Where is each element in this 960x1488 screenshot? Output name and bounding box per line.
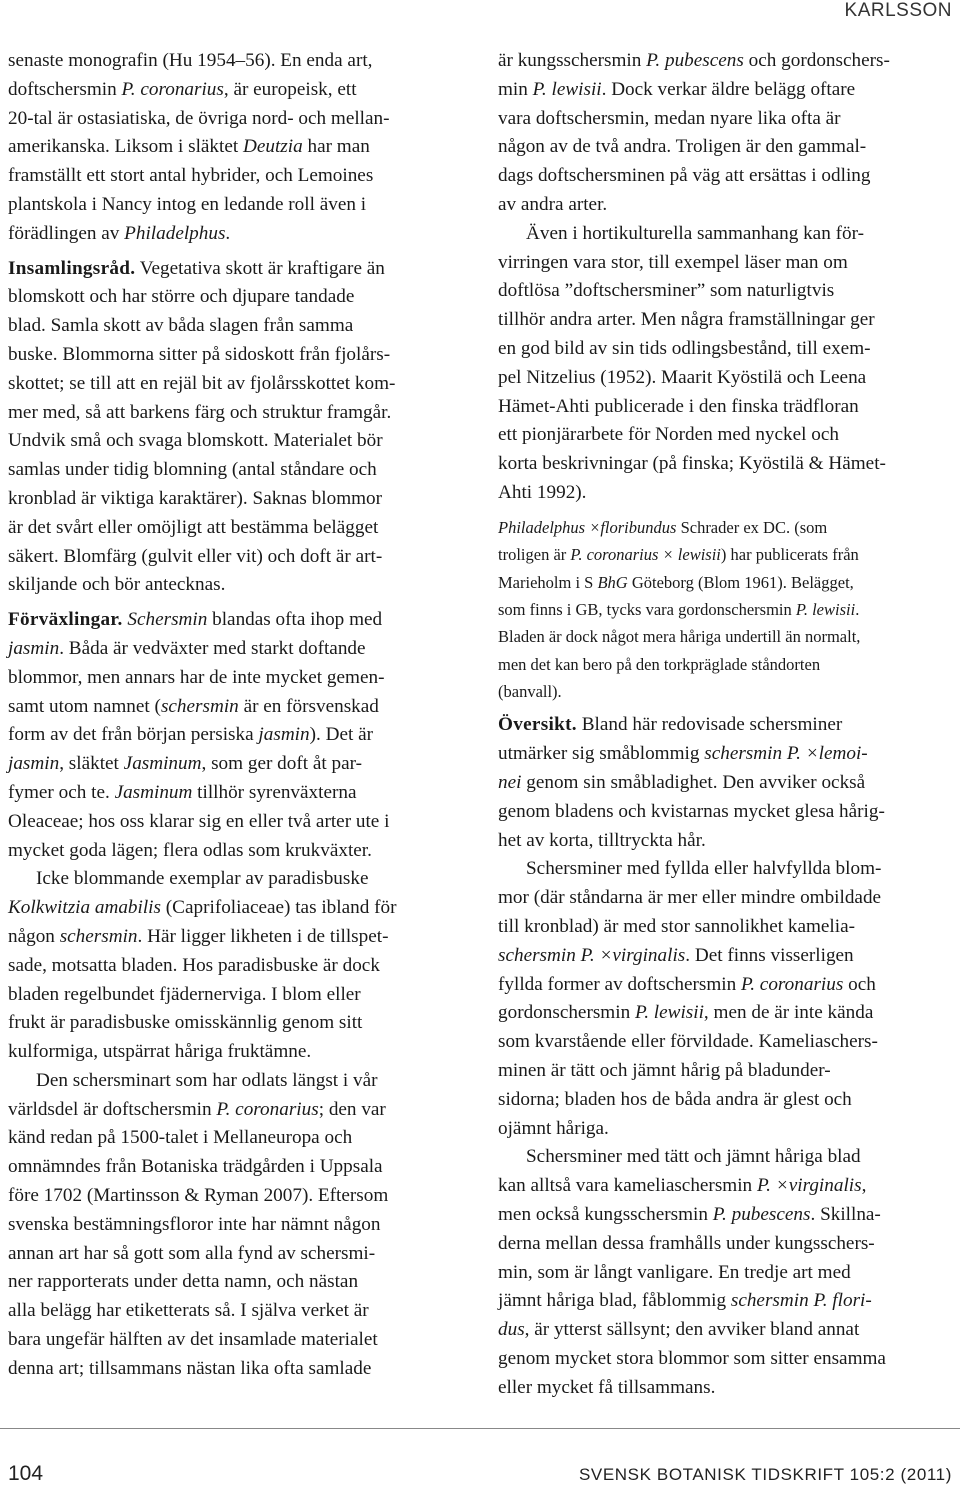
right-column — [498, 47, 954, 1403]
text-line: form av det från början persiska jasmin). Det är — [8, 724, 373, 746]
text-line: någon schersmin. Här ligger likheten i de tillspet- — [8, 925, 389, 947]
text-line: Marieholm i S BhG Göteborg (Blom 1961). Belägget, — [498, 572, 854, 592]
text-line: annan art har så gott som alla fynd av schersmi- — [8, 1242, 376, 1264]
text-line: bara ungefär hälften av det insamlade materialet — [8, 1329, 378, 1351]
text-line: amerikanska. Liksom i släktet Deutzia har man — [8, 136, 370, 158]
text-line: Bladen är dock något mera håriga undertill än normalt, — [498, 627, 861, 647]
text-line: sidorna; bladen hos de båda andra är glest och — [498, 1088, 852, 1110]
text-line: sade, motsatta bladen. Hos paradisbuske är dock — [8, 954, 380, 976]
text-line: dus, är ytterst sällsynt; den avviker bland annat — [498, 1319, 860, 1341]
text-line: (banvall). — [498, 682, 562, 702]
text-line: dags doftschersminen på väg att ersättas i odling — [498, 165, 871, 187]
text-line: eller mycket få tillsammans. — [498, 1376, 716, 1398]
text-line: skottet; se till att en rejäl bit av fjolårsskottet kom- — [8, 372, 396, 394]
text-line: fymer och te. Jasminum tillhör syrenväxterna — [8, 781, 357, 803]
running-head: KARLSSON — [844, 0, 952, 21]
text-line: en god bild av sin tids odlingsbestånd, till exem- — [498, 337, 871, 359]
journal-title: SVENSK BOTANISK TIDSKRIFT 105:2 (2011) — [578, 1465, 952, 1484]
text-line: min, som är långt vanligare. En tredje art med — [498, 1261, 851, 1283]
text-line: pel Nitzelius (1952). Maarit Kyöstilä och Leena — [498, 366, 867, 388]
text-line: Oleaceae; hos oss klarar sig en eller två arter ute i — [8, 810, 390, 832]
text-line: ett pionjärarbete för Norden med nyckel och — [498, 424, 839, 446]
text-line: utmärker sig småblommig schersmin P. ×lemoi- — [498, 743, 868, 765]
text-line: derna mellan dessa framhålls under kungsschers- — [498, 1232, 875, 1254]
text-line: Översikt. Bland här redovisade schersminer — [498, 714, 843, 736]
text-line: som kvarstående eller förvildade. Kameliaschers- — [498, 1031, 878, 1053]
text-line: 20-tal är ostasiatiska, de övriga nord- och mellan- — [8, 107, 390, 129]
text-line: mycket goda lägen; flera odlas som krukväxter. — [8, 839, 372, 861]
text-line: troligen är P. coronarius × lewisii) har publicerats från — [498, 545, 859, 565]
text-line: av andra arter. — [498, 193, 608, 215]
text-line: plantskola i Nancy intog en ledande roll även i — [8, 193, 367, 215]
text-line: senaste monografin (Hu 1954–56). En enda art, — [8, 50, 373, 71]
text-line: nei genom sin småbladighet. Den avviker också — [498, 772, 866, 794]
text-line: Ahti 1992). — [498, 481, 587, 503]
text-line: jasmin, släktet Jasminum, som ger doft åt par- — [8, 753, 363, 775]
text-line: världsdel är doftschersmin P. coronarius; den var — [8, 1098, 386, 1120]
text-line: vara doftschersmin, medan nyare lika ofta är — [498, 107, 841, 129]
text-line: ner rapporterats under detta namn, och nästan — [8, 1271, 359, 1293]
text-line: jasmin. Båda är vedväxter med starkt doftande — [8, 637, 366, 659]
text-line: blomskott och har större och djupare tandade — [8, 286, 355, 308]
text-line: före 1702 (Martinsson & Ryman 2007). Eftersom — [8, 1185, 389, 1207]
text-line: säkert. Blomfärg (gulvit eller vit) och doft är art- — [8, 545, 383, 567]
text-line: någon av de två andra. Troligen är den gammal- — [498, 136, 867, 158]
text-line: samlas under tidig blomning (antal ståndare och — [8, 459, 377, 481]
text-line: doftschersmin P. coronarius, är europeisk, ett — [8, 78, 357, 100]
text-line: korta beskrivningar (på finska; Kyöstilä & Hämet- — [498, 453, 886, 475]
text-line: genom bladens och kvistarnas mycket glesa hårig- — [498, 800, 885, 822]
text-line: jämnt håriga blad, fåblommig schersmin P. flori- — [498, 1290, 872, 1312]
text-line: som finns i GB, tycks vara gordonschersmin P. lewisii. — [498, 599, 860, 619]
text-line: kulformiga, utspärrat håriga fruktämne. — [8, 1041, 312, 1063]
text-line: buske. Blommorna sitter på sidoskott från fjolårs- — [8, 343, 391, 365]
text-line: minen är tätt och jämnt hårig på bladunder- — [498, 1060, 831, 1082]
text-line: är kungsschersmin P. pubescens och gordonschers- — [498, 50, 890, 71]
text-line: Förväxlingar. Schersmin blandas ofta ihop med — [8, 609, 383, 631]
text-line: Schersminer med fyllda eller halvfyllda blom- — [526, 858, 882, 880]
text-line: blad. Samla skott av båda slagen från samma — [8, 315, 354, 337]
text-line: Undvik små och svaga blomskott. Materialet bör — [8, 430, 383, 452]
text-line: förädlingen av Philadelphus. — [8, 222, 231, 244]
text-line: Kolkwitzia amabilis (Caprifoliaceae) tas ibland för — [8, 897, 397, 919]
text-line: min P. lewisii. Dock verkar äldre belägg oftare — [498, 78, 856, 100]
text-line: Philadelphus ×floribundus Schrader ex DC. (som — [498, 517, 828, 537]
text-line: omnämndes från Botaniska trädgården i Uppsala — [8, 1156, 383, 1178]
text-line: framställt ett stort antal hybrider, och Lemoines — [8, 165, 374, 187]
text-line: genom mycket stora blommor som sitter ensamma — [498, 1348, 886, 1370]
text-line: känd redan på 1500-talet i Mellaneuropa och — [8, 1127, 353, 1149]
text-line: mor (där ståndarna är mer eller mindre ombildade — [498, 887, 882, 909]
text-line: bladen regelbundet fjädernerviga. I blom eller — [8, 983, 361, 1005]
left-column — [8, 47, 466, 1384]
page-number: 104 — [8, 1462, 44, 1485]
text-line: denna art; tillsammans nästan lika ofta samlade — [8, 1357, 372, 1379]
text-line: gordonschersmin P. lewisii, men de är inte kända — [498, 1002, 874, 1024]
text-line: schersmin P. ×virginalis. Det finns visserligen — [498, 944, 854, 966]
text-line: Den schersminart som har odlats längst i vår — [36, 1069, 378, 1091]
text-line: är det svårt eller omöjligt att bestämma belägget — [8, 516, 379, 538]
text-line: ojämnt håriga. — [498, 1117, 609, 1139]
text-line: Insamlingsråd. Vegetativa skott är kraftigare än — [8, 257, 385, 279]
text-line: mer med, så att barkens färg och struktur framgår. — [8, 401, 392, 423]
text-line: Hämet-Ahti publicerade i den finska trädfloran — [498, 395, 859, 417]
text-line: svenska bestämningsfloror inte har nämnt någon — [8, 1213, 381, 1235]
text-line: samt utom namnet (schersmin är en försvenskad — [8, 695, 379, 717]
text-line: kan alltså vara kameliaschersmin P. ×virginalis, — [498, 1175, 867, 1197]
text-line: blommor, men annars har de inte mycket gemen- — [8, 666, 385, 688]
text-line: frukt är paradisbuske omisskännlig genom sitt — [8, 1012, 363, 1034]
text-line: skiljande och bör antecknas. — [8, 574, 226, 596]
text-line: men också kungsschersmin P. pubescens. Skillna- — [498, 1204, 881, 1226]
text-line: het av korta, tilltryckta hår. — [498, 829, 706, 851]
text-line: men det kan bero på den torkpräglade ståndorten — [498, 654, 821, 674]
text-line: virringen vara stor, till exempel läser man om — [498, 251, 848, 273]
text-line: kronblad är viktiga karaktärer). Saknas blommor — [8, 487, 383, 509]
text-line: Även i hortikulturella sammanhang kan för- — [526, 222, 864, 244]
text-line: Schersminer med tätt och jämnt håriga blad — [526, 1146, 861, 1168]
text-line: tillhör andra arter. Men några framställningar ger — [498, 309, 875, 331]
text-line: fyllda former av doftschersmin P. coronarius och — [498, 973, 876, 995]
text-line: alla belägg har etiketterats så. I själva verket är — [8, 1300, 369, 1322]
text-line: till kronblad) är med stor sannolikhet kamelia- — [498, 916, 856, 938]
footer-rule — [0, 1428, 960, 1429]
text-line: doftlösa ”doftschersminer” som naturligtvis — [498, 280, 835, 302]
text-line: Icke blommande exemplar av paradisbuske — [36, 868, 369, 890]
